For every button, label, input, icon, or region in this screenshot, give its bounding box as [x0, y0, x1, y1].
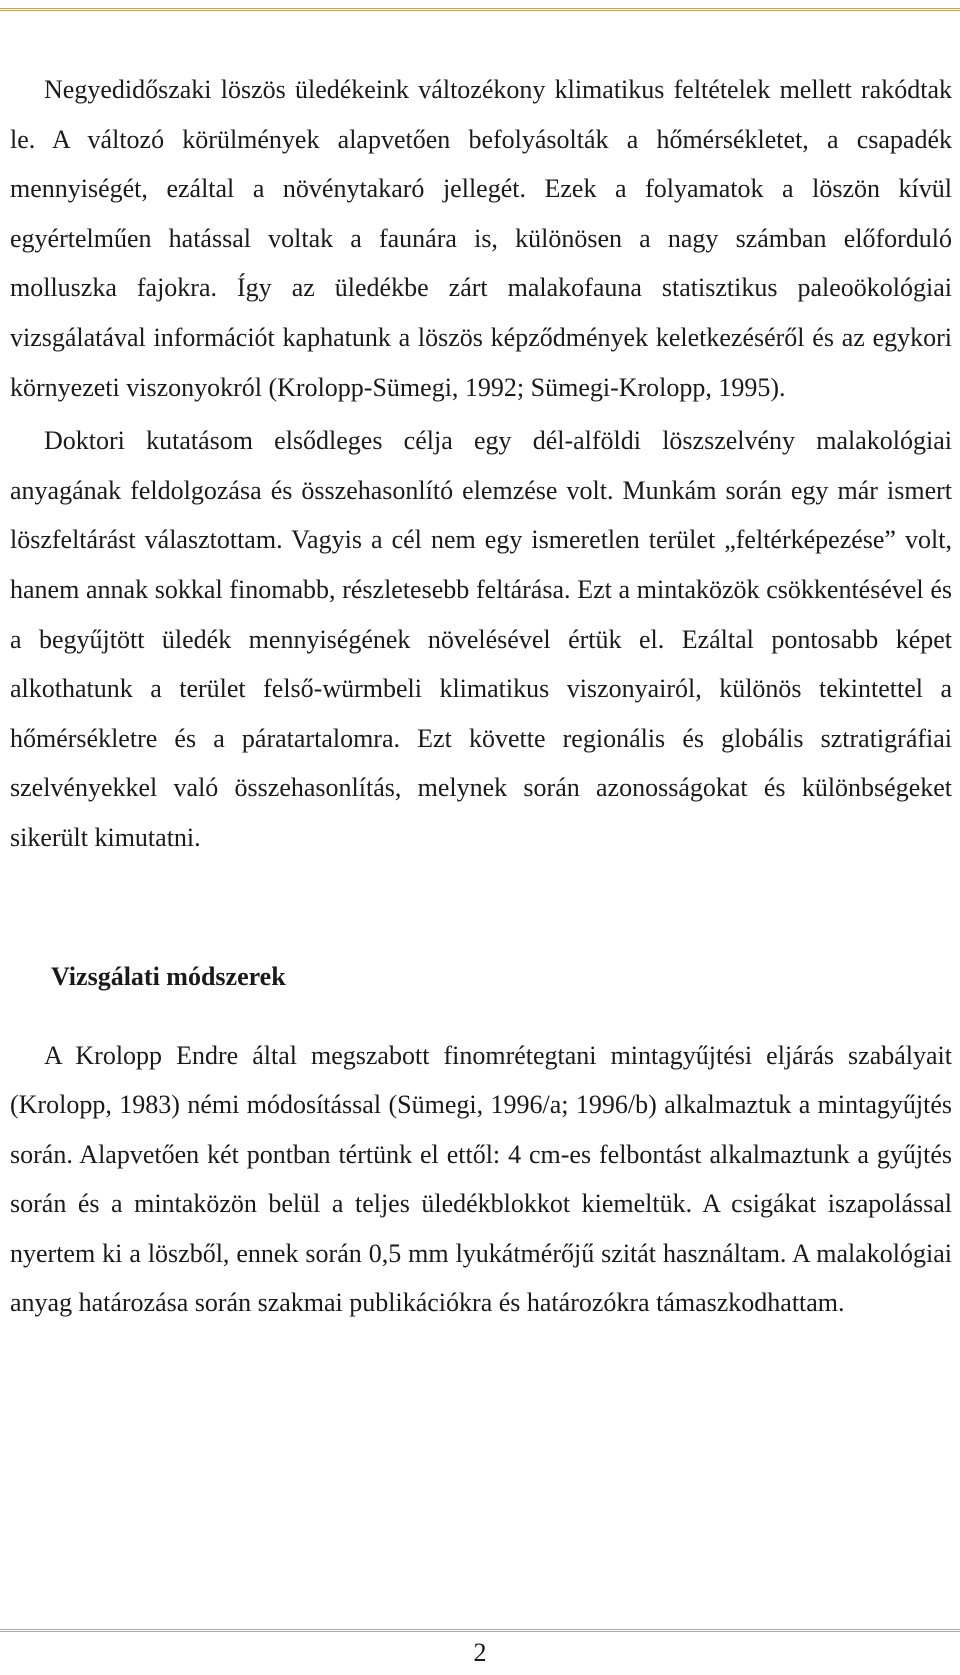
page-number: 2 — [473, 1638, 487, 1667]
methods-paragraph: A Krolopp Endre által megszabott finomrétegtani mintagyűjtési eljárás szabályait (Krolopp, 1983) némi módosítással (Sümegi, 1996/a; 1996/b) alkalmaztuk a mintagyűjtés során. Alapvetően két pontban tértünk el ettől: 4 cm-es felbontást alkalmaztunk a gyűjtés során és a mintaközön belül a teljes üledékblokkot kiemeltük. A csigákat iszapolással nyertem ki a löszből, ennek során 0,5 mm lyukátmérőjű szitát használtam. A malakológiai anyag határozása során szakmai publikációkra és határozókra támaszkodhattam. — [10, 1040, 952, 1318]
header-rule — [0, 8, 960, 11]
section-heading: Vizsgálati módszerek — [51, 961, 286, 991]
page-body — [10, 65, 952, 1328]
footer-rule — [0, 1629, 960, 1632]
body-paragraph-2: Doktori kutatásom elsődleges célja egy dél-alföldi löszszelvény malakológiai anyagának feldolgozása és összehasonlító elemzése volt. Munkám során egy már ismert löszfeltárást választottam. Vagyis a cél nem egy ismeretlen terület „feltérképezése” volt, hanem annak sokkal finomabb, részletesebb feltárása. Ezt a mintaközök csökkentésével és a begyűjtött üledék mennyiségének növelésével értük el. Ezáltal pontosabb képet alkothatunk a terület felső-würmbeli klimatikus viszonyairól, különös tekintettel a hőmérsékletre és a páratartalomra. Ezt követte regionális és globális sztratigráfiai szelvényekkel való összehasonlítás, melynek során azonosságokat és különbségeket sikerült kimutatni. — [10, 426, 952, 852]
body-paragraph-1: Negyedidőszaki löszös üledékeink változékony klimatikus feltételek mellett rakódtak le. A változó körülmények alapvetően befolyásolták a hőmérsékletet, a csapadék mennyiségét, ezáltal a növénytakaró jellegét. Ezek a folyamatok a löszön kívül egyértelműen hatással voltak a faunára is, különösen a nagy számban előforduló molluszka fajokra. Így az üledékbe zárt malakofauna statisztikus paleoökológiai vizsgálatával információt kaphatunk a löszös képződmények keletkezéséről és az egykori környezeti viszonyokról (Krolopp-Sümegi, 1992; Sümegi-Krolopp, 1995). — [10, 75, 952, 402]
